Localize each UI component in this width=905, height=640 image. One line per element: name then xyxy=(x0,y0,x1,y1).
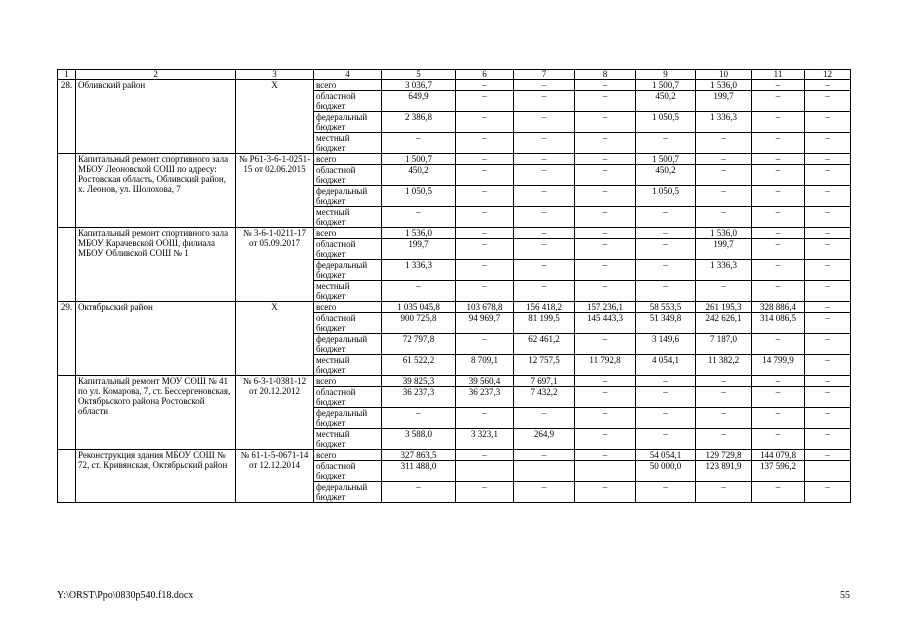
value-cell: 8 709,1 xyxy=(456,355,514,376)
file-path: Y:\ORST\Ppo\0830p540.f18.docx xyxy=(57,590,194,601)
value-cell: 1 536,0 xyxy=(382,228,456,239)
value-cell: – xyxy=(575,154,636,165)
value-cell: 450,2 xyxy=(636,91,696,112)
value-cell: – xyxy=(575,80,636,91)
value-cell: – xyxy=(456,334,514,355)
value-cell: 58 553,5 xyxy=(636,302,696,313)
value-cell: – xyxy=(575,376,636,387)
document-number: № 3-6-1-0211-17 от 05.09.2017 xyxy=(236,228,314,302)
value-cell: – xyxy=(696,482,752,503)
header-cell: 3 xyxy=(236,70,314,80)
value-cell: – xyxy=(752,376,805,387)
funding-source: всего xyxy=(314,302,382,313)
value-cell: 11 792,8 xyxy=(575,355,636,376)
budget-table xyxy=(57,69,851,503)
value-cell: 327 863,5 xyxy=(382,450,456,461)
value-cell: – xyxy=(752,80,805,91)
value-cell: – xyxy=(805,450,851,461)
value-cell: – xyxy=(805,260,851,281)
funding-source: всего xyxy=(314,228,382,239)
header-cell: 8 xyxy=(575,70,636,80)
value-cell: – xyxy=(456,482,514,503)
table-row xyxy=(58,450,851,461)
value-cell: – xyxy=(382,482,456,503)
value-cell: 54 054,1 xyxy=(636,450,696,461)
value-cell: – xyxy=(636,133,696,154)
value-cell: – xyxy=(805,133,851,154)
value-cell: – xyxy=(575,482,636,503)
funding-source: областной бюджет xyxy=(314,387,382,408)
value-cell: – xyxy=(696,154,752,165)
value-cell: 1 500,7 xyxy=(382,154,456,165)
header-cell: 11 xyxy=(752,70,805,80)
header-row xyxy=(58,70,851,80)
value-cell: 94 969,7 xyxy=(456,313,514,334)
value-cell: 72 797,8 xyxy=(382,334,456,355)
value-cell: – xyxy=(456,228,514,239)
value-cell: 36 237,3 xyxy=(382,387,456,408)
object-name: Капитальный ремонт МОУ СОШ № 41 по ул. Комарова, 7, ст. Бессергеновская, Октябрьского района Ростовской области xyxy=(76,376,236,450)
funding-source: областной бюджет xyxy=(314,239,382,260)
value-cell: 261 195,3 xyxy=(696,302,752,313)
funding-source: федеральный бюджет xyxy=(314,186,382,207)
value-cell: – xyxy=(636,429,696,450)
value-cell: – xyxy=(636,281,696,302)
funding-source: областной бюджет xyxy=(314,461,382,482)
value-cell: – xyxy=(805,376,851,387)
value-cell: – xyxy=(636,239,696,260)
value-cell: 36 237,3 xyxy=(456,387,514,408)
header-cell: 7 xyxy=(514,70,575,80)
value-cell: – xyxy=(575,112,636,133)
funding-source: областной бюджет xyxy=(314,313,382,334)
value-cell: – xyxy=(752,112,805,133)
value-cell: – xyxy=(752,207,805,228)
value-cell: – xyxy=(805,429,851,450)
funding-source: федеральный бюджет xyxy=(314,112,382,133)
value-cell: – xyxy=(575,207,636,228)
value-cell: 7 697,1 xyxy=(514,376,575,387)
value-cell: – xyxy=(382,281,456,302)
value-cell: 1 050,5 xyxy=(636,112,696,133)
value-cell: – xyxy=(514,228,575,239)
object-name: Обливский район xyxy=(76,80,236,154)
value-cell: – xyxy=(805,186,851,207)
document-number: X xyxy=(236,302,314,376)
funding-source: федеральный бюджет xyxy=(314,260,382,281)
value-cell: – xyxy=(456,91,514,112)
object-name: Октябрьский район xyxy=(76,302,236,376)
value-cell: – xyxy=(514,239,575,260)
row-number xyxy=(58,154,76,228)
value-cell: 50 000,0 xyxy=(636,461,696,482)
value-cell: – xyxy=(752,408,805,429)
value-cell: – xyxy=(575,334,636,355)
value-cell: 129 729,8 xyxy=(696,450,752,461)
value-cell: – xyxy=(752,228,805,239)
value-cell: – xyxy=(382,133,456,154)
funding-source: федеральный бюджет xyxy=(314,408,382,429)
value-cell: 199,7 xyxy=(382,239,456,260)
header-cell: 10 xyxy=(696,70,752,80)
value-cell: – xyxy=(805,80,851,91)
value-cell: 1 035 045,8 xyxy=(382,302,456,313)
value-cell: – xyxy=(456,281,514,302)
row-number xyxy=(58,450,76,503)
document-number: X xyxy=(236,80,314,154)
table-row xyxy=(58,228,851,239)
value-cell: – xyxy=(805,281,851,302)
value-cell: – xyxy=(575,429,636,450)
page-number: 55 xyxy=(840,590,850,601)
funding-source: всего xyxy=(314,376,382,387)
funding-source: всего xyxy=(314,80,382,91)
value-cell: 156 418,2 xyxy=(514,302,575,313)
value-cell: – xyxy=(752,133,805,154)
value-cell: – xyxy=(456,154,514,165)
value-cell: 123 891,9 xyxy=(696,461,752,482)
value-cell: 61 522,2 xyxy=(382,355,456,376)
value-cell: – xyxy=(752,281,805,302)
header-cell: 9 xyxy=(636,70,696,80)
value-cell: – xyxy=(752,429,805,450)
row-number: 29. xyxy=(58,302,76,376)
value-cell: 2 386,8 xyxy=(382,112,456,133)
value-cell: – xyxy=(456,207,514,228)
header-cell: 1 xyxy=(58,70,76,80)
value-cell: 1 536,0 xyxy=(696,228,752,239)
header-cell: 12 xyxy=(805,70,851,80)
value-cell: – xyxy=(636,376,696,387)
value-cell: 199,7 xyxy=(696,239,752,260)
header-cell: 6 xyxy=(456,70,514,80)
document-number: № 61-1-5-0671-14 от 12.12.2014 xyxy=(236,450,314,503)
table-row xyxy=(58,376,851,387)
value-cell: – xyxy=(752,154,805,165)
value-cell: – xyxy=(696,376,752,387)
value-cell: – xyxy=(514,112,575,133)
funding-source: всего xyxy=(314,450,382,461)
value-cell: – xyxy=(514,450,575,461)
table-row xyxy=(58,80,851,91)
row-number: 28. xyxy=(58,80,76,154)
value-cell: – xyxy=(514,408,575,429)
value-cell: – xyxy=(456,260,514,281)
value-cell: 137 596,2 xyxy=(752,461,805,482)
value-cell: – xyxy=(456,408,514,429)
value-cell: – xyxy=(752,91,805,112)
value-cell: 145 443,3 xyxy=(575,313,636,334)
value-cell: 450,2 xyxy=(382,165,456,186)
value-cell: – xyxy=(636,482,696,503)
value-cell: – xyxy=(752,334,805,355)
value-cell: 3 149,6 xyxy=(636,334,696,355)
value-cell: 1 050,5 xyxy=(636,186,696,207)
value-cell: 3 036,7 xyxy=(382,80,456,91)
funding-source: федеральный бюджет xyxy=(314,482,382,503)
value-cell: – xyxy=(514,154,575,165)
value-cell: 11 382,2 xyxy=(696,355,752,376)
value-cell: – xyxy=(456,239,514,260)
funding-source: федеральный бюджет xyxy=(314,334,382,355)
value-cell: – xyxy=(456,112,514,133)
value-cell: – xyxy=(514,482,575,503)
value-cell: – xyxy=(805,334,851,355)
value-cell: 62 461,2 xyxy=(514,334,575,355)
value-cell: – xyxy=(514,207,575,228)
value-cell: – xyxy=(575,450,636,461)
funding-source: всего xyxy=(314,154,382,165)
value-cell: – xyxy=(805,154,851,165)
value-cell: – xyxy=(752,260,805,281)
value-cell xyxy=(456,461,514,482)
document-number: № Р61-3-6-1-0251-15 от 02.06.2015 xyxy=(236,154,314,228)
value-cell: 199,7 xyxy=(696,91,752,112)
value-cell: 103 678,8 xyxy=(456,302,514,313)
object-name: Реконструкция здания МБОУ СОШ № 72, ст. Кривянская, Октябрьский район xyxy=(76,450,236,503)
value-cell: – xyxy=(575,408,636,429)
value-cell xyxy=(514,461,575,482)
value-cell: – xyxy=(456,450,514,461)
value-cell: 1 336,3 xyxy=(382,260,456,281)
value-cell: – xyxy=(514,165,575,186)
value-cell: – xyxy=(636,207,696,228)
value-cell: – xyxy=(805,207,851,228)
value-cell: – xyxy=(456,80,514,91)
value-cell: – xyxy=(636,228,696,239)
value-cell: – xyxy=(696,429,752,450)
value-cell: – xyxy=(514,186,575,207)
value-cell: – xyxy=(514,91,575,112)
funding-source: областной бюджет xyxy=(314,165,382,186)
funding-source: местный бюджет xyxy=(314,133,382,154)
value-cell: 12 757,5 xyxy=(514,355,575,376)
value-cell: 157 236,1 xyxy=(575,302,636,313)
funding-source: местный бюджет xyxy=(314,355,382,376)
value-cell: – xyxy=(752,482,805,503)
value-cell: – xyxy=(752,186,805,207)
value-cell: – xyxy=(456,165,514,186)
table-row xyxy=(58,302,851,313)
row-number xyxy=(58,228,76,302)
value-cell: – xyxy=(456,133,514,154)
value-cell: 264,9 xyxy=(514,429,575,450)
value-cell: 39 825,3 xyxy=(382,376,456,387)
value-cell: – xyxy=(514,260,575,281)
value-cell: 1 536,0 xyxy=(696,80,752,91)
value-cell: – xyxy=(636,387,696,408)
value-cell: – xyxy=(696,408,752,429)
value-cell: – xyxy=(696,281,752,302)
value-cell: 14 799,9 xyxy=(752,355,805,376)
value-cell: – xyxy=(805,302,851,313)
value-cell: – xyxy=(575,91,636,112)
value-cell: – xyxy=(696,133,752,154)
value-cell: – xyxy=(575,387,636,408)
value-cell: – xyxy=(575,281,636,302)
value-cell: – xyxy=(805,165,851,186)
value-cell: 900 725,8 xyxy=(382,313,456,334)
value-cell: – xyxy=(805,482,851,503)
value-cell: 51 349,8 xyxy=(636,313,696,334)
value-cell: 1 500,7 xyxy=(636,154,696,165)
funding-source: местный бюджет xyxy=(314,281,382,302)
value-cell: – xyxy=(456,186,514,207)
value-cell: 314 086,5 xyxy=(752,313,805,334)
value-cell: – xyxy=(696,207,752,228)
value-cell: – xyxy=(805,355,851,376)
object-name: Капитальный ремонт спортивного зала МБОУ Леоновской СОШ по адресу: Ростовская область, Обливский район, х. Леонов, ул. Шолохова, 7 xyxy=(76,154,236,228)
value-cell: – xyxy=(514,281,575,302)
value-cell: – xyxy=(752,165,805,186)
value-cell: 81 199,5 xyxy=(514,313,575,334)
table-row xyxy=(58,154,851,165)
header-cell: 4 xyxy=(314,70,382,80)
funding-source: местный бюджет xyxy=(314,207,382,228)
value-cell: 1 336,3 xyxy=(696,112,752,133)
value-cell: – xyxy=(575,186,636,207)
value-cell: – xyxy=(805,91,851,112)
value-cell: 1 500,7 xyxy=(636,80,696,91)
value-cell xyxy=(805,461,851,482)
value-cell: – xyxy=(575,239,636,260)
value-cell: – xyxy=(636,260,696,281)
value-cell: – xyxy=(805,228,851,239)
value-cell: – xyxy=(696,387,752,408)
document-number: № 6-3-1-0381-12 от 20.12.2012 xyxy=(236,376,314,450)
value-cell: 328 886,4 xyxy=(752,302,805,313)
value-cell: 144 079,8 xyxy=(752,450,805,461)
value-cell: 311 488,0 xyxy=(382,461,456,482)
value-cell xyxy=(575,461,636,482)
value-cell: – xyxy=(805,408,851,429)
value-cell: 7 432,2 xyxy=(514,387,575,408)
value-cell: 39 560,4 xyxy=(456,376,514,387)
value-cell: – xyxy=(636,408,696,429)
value-cell: – xyxy=(696,165,752,186)
value-cell: – xyxy=(805,313,851,334)
header-cell: 2 xyxy=(76,70,236,80)
value-cell: – xyxy=(752,387,805,408)
value-cell: – xyxy=(752,239,805,260)
row-number xyxy=(58,376,76,450)
value-cell: 1 050,5 xyxy=(382,186,456,207)
value-cell: – xyxy=(575,260,636,281)
value-cell: – xyxy=(575,228,636,239)
value-cell: – xyxy=(575,165,636,186)
value-cell: – xyxy=(382,408,456,429)
value-cell: – xyxy=(805,239,851,260)
value-cell: 242 626,1 xyxy=(696,313,752,334)
value-cell: 3 323,1 xyxy=(456,429,514,450)
value-cell: – xyxy=(805,387,851,408)
funding-source: местный бюджет xyxy=(314,429,382,450)
value-cell: – xyxy=(514,133,575,154)
value-cell: – xyxy=(805,112,851,133)
value-cell: 1 336,3 xyxy=(696,260,752,281)
header-cell: 5 xyxy=(382,70,456,80)
value-cell: 649,9 xyxy=(382,91,456,112)
funding-source: областной бюджет xyxy=(314,91,382,112)
value-cell: – xyxy=(382,207,456,228)
value-cell: 450,2 xyxy=(636,165,696,186)
value-cell: – xyxy=(514,80,575,91)
value-cell: 3 588,0 xyxy=(382,429,456,450)
object-name: Капитальный ремонт спортивного зала МБОУ Карачевской ООШ, филиала МБОУ Обливской СОШ № 1 xyxy=(76,228,236,302)
value-cell: – xyxy=(575,133,636,154)
value-cell: – xyxy=(696,186,752,207)
value-cell: 4 054,1 xyxy=(636,355,696,376)
value-cell: 7 187,0 xyxy=(696,334,752,355)
